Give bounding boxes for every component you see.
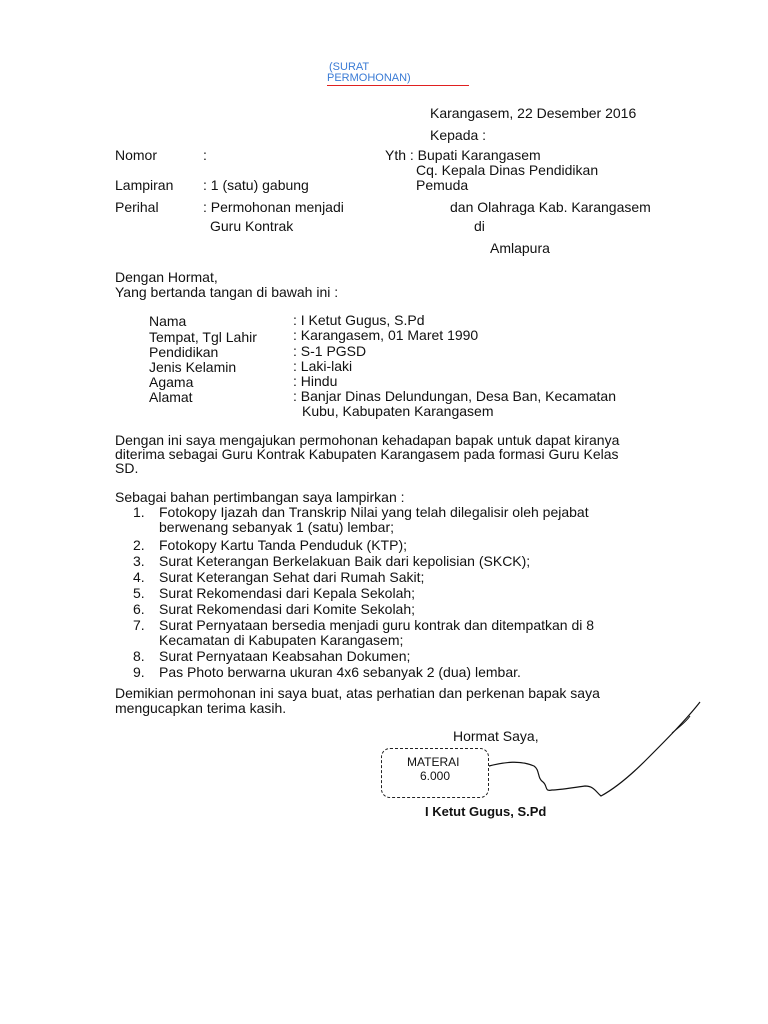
greeting: Dengan Hormat, <box>115 269 218 285</box>
identity-value: : Banjar Dinas Delundungan, Desa Ban, Kecamatan <box>293 388 616 404</box>
list-text: Surat Pernyataan Keabsahan Dokumen; <box>159 648 411 664</box>
body-paragraph-line: SD. <box>115 460 139 476</box>
list-number: 2. <box>133 537 145 553</box>
regards: Hormat Saya, <box>453 728 539 744</box>
perihal-value: : Permohonan menjadi <box>203 199 344 215</box>
identity-address-cont: Kubu, Kabupaten Karangasem <box>302 403 494 419</box>
perihal-value-cont: Guru Kontrak <box>210 218 294 234</box>
stamp-label: MATERAI <box>407 755 460 769</box>
closing-line: mengucapkan terima kasih. <box>115 700 287 716</box>
list-item <box>133 602 653 617</box>
list-text: Surat Keterangan Sehat dari Rumah Sakit; <box>159 569 425 585</box>
list-item <box>133 554 653 569</box>
place-date: Karangasem, 22 Desember 2016 <box>430 105 637 121</box>
identity-label: Nama <box>149 313 187 329</box>
list-number: 5. <box>133 585 145 601</box>
list-number: 8. <box>133 648 145 664</box>
letter-title-line2: PERMOHONAN) <box>327 72 411 84</box>
intro-text: Yang bertanda tangan di bawah ini : <box>115 284 339 300</box>
perihal-label: Perihal <box>115 199 159 215</box>
body-paragraph-line: Dengan ini saya mengajukan permohonan kehadapan bapak untuk dapat kiranya <box>115 432 620 448</box>
list-item <box>133 586 653 601</box>
stamp-box <box>381 748 489 798</box>
nomor-separator: : <box>203 147 207 163</box>
list-item <box>133 505 653 535</box>
list-text: Surat Keterangan Berkelakuan Baik dari kepolisian (SKCK); <box>159 553 531 569</box>
list-text: Fotokopy Ijazah dan Transkrip Nilai yang telah dilegalisir oleh pejabat berwenang sebanyak 1 (satu) lembar; <box>159 504 589 535</box>
list-text: Surat Rekomendasi dari Kepala Sekolah; <box>159 585 416 601</box>
recipient-di: di <box>474 218 485 234</box>
identity-label: Jenis Kelamin <box>149 359 237 375</box>
identity-label: Tempat, Tgl Lahir <box>149 329 257 345</box>
attachments-intro: Sebagai bahan pertimbangan saya lampirkan : <box>115 489 405 505</box>
recipient-name: Yth : Bupati Karangasem <box>385 147 541 163</box>
identity-label: Agama <box>149 374 194 390</box>
identity-value: : Hindu <box>293 373 338 389</box>
list-item <box>133 570 653 585</box>
letter-title-line1: (SURAT <box>329 61 370 73</box>
recipient-cq: Cq. Kepala Dinas Pendidikan <box>416 162 599 178</box>
stamp-value: 6.000 <box>420 769 451 783</box>
list-number: 4. <box>133 569 145 585</box>
list-text: Surat Rekomendasi dari Komite Sekolah; <box>159 601 416 617</box>
recipient-city: Amlapura <box>490 240 550 256</box>
recipient-label: Kepada : <box>430 127 487 143</box>
list-text: Pas Photo berwarna ukuran 4x6 sebanyak 2 (dua) lembar. <box>159 664 521 680</box>
list-item <box>133 538 653 553</box>
list-number: 3. <box>133 553 145 569</box>
list-text: Fotokopy Kartu Tanda Penduduk (KTP); <box>159 537 407 553</box>
list-number: 9. <box>133 664 145 680</box>
list-number: 6. <box>133 601 145 617</box>
identity-label: Pendidikan <box>149 344 219 360</box>
closing-line: Demikian permohonan ini saya buat, atas perhatian dan perkenan bapak saya <box>115 685 600 701</box>
signer-name: I Ketut Gugus, S.Pd <box>425 804 547 819</box>
list-text: Surat Pernyataan bersedia menjadi guru kontrak dan ditempatkan di 8 Kecamatan di Kabupaten Karangasem; <box>159 617 595 648</box>
identity-value: : Laki-laki <box>293 358 353 374</box>
list-item <box>133 618 653 648</box>
nomor-label: Nomor <box>115 147 158 163</box>
attachments-list <box>133 505 653 680</box>
recipient-olahraga: dan Olahraga Kab. Karangasem <box>450 199 651 215</box>
lampiran-value: : 1 (satu) gabung <box>203 177 309 193</box>
list-item <box>133 665 653 680</box>
identity-value: : S-1 PGSD <box>293 343 367 359</box>
identity-value: : Karangasem, 01 Maret 1990 <box>293 327 479 343</box>
identity-value: : I Ketut Gugus, S.Pd <box>293 312 425 328</box>
lampiran-label: Lampiran <box>115 177 174 193</box>
identity-label: Alamat <box>149 389 193 405</box>
recipient-pemuda: Pemuda <box>416 177 469 193</box>
title-underline <box>327 85 469 86</box>
list-number: 1. <box>133 504 145 520</box>
list-item <box>133 649 653 664</box>
list-number: 7. <box>133 617 145 633</box>
body-paragraph-line: diterima sebagai Guru Kontrak Kabupaten Karangasem pada formasi Guru Kelas <box>115 446 619 462</box>
